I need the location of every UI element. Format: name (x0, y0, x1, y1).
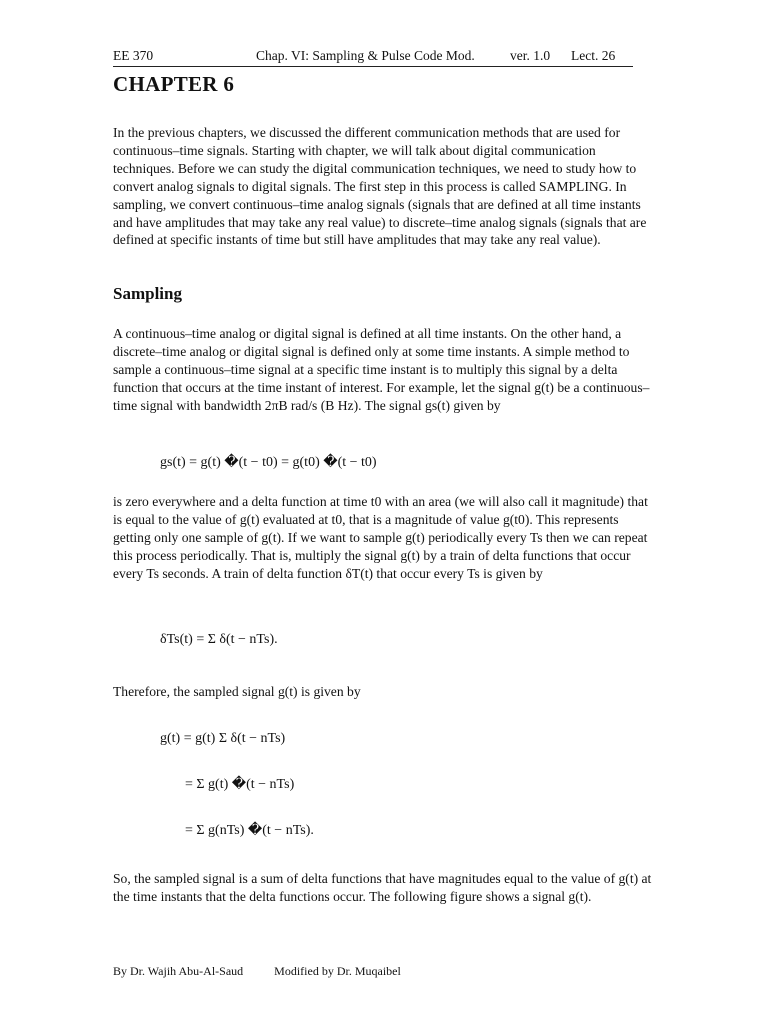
sampling-paragraph: A continuous–time analog or digital signal is defined at all time instants. On the other hand, a discrete–time analog or digital signal is defined only at some time instants. A simple method to sample a continuous–time signal at a specific time instant is to multiply this signal by a delta function that occurs at the time instant of interest. For example, let the signal g(t) be a continuous–time signal with bandwidth 2πB rad/s (B Hz). The signal gs(t) given by (113, 326, 650, 413)
footer-author: By Dr. Wajih Abu-Al-Saud (113, 964, 244, 978)
page-header (113, 48, 633, 67)
section-title: Sampling (113, 284, 182, 303)
header-version: ver. 1.0 (510, 48, 551, 63)
footer-modified: Modified by Dr. Muqaibel (274, 964, 401, 978)
header-title: Chap. VI: Sampling & Pulse Code Mod. (256, 48, 475, 63)
delta-paragraph: is zero everywhere and a delta function at time t0 with an area (we will also call it magnitude) that is equal to the value of g(t) evaluated at t0, that is a magnitude of value g(t0). This represents getting only one sample of g(t). If we want to sample g(t) periodically every Ts then we can repeat this process periodically. That is, multiply the signal g(t) by a train of delta functions that occur every Ts seconds. A train of delta function δT(t) that occur every Ts is given by (113, 494, 648, 581)
equation-sampled-signal-step3: = Σ g(nTs) �(t − nTs). (185, 823, 314, 838)
page-footer (113, 964, 401, 979)
equation-sampled-signal-step2: = Σ g(t) �(t − nTs) (185, 777, 295, 792)
equation-sampled-single: gs(t) = g(t) �(t − t0) = g(t0) �(t − t0) (160, 455, 377, 470)
intro-paragraph: In the previous chapters, we discussed the different communication methods that are used for continuous–time signals. Starting with chapter, we will talk about digital communication techniques. Before we can study the digital communication techniques, we need to study how to convert analog signals to digital signals. The first step in this process is called SAMPLING. In sampling, we convert continuous–time analog signals (signals that are defined at all time instants and have amplitudes that may take any real value) to discrete–time analog signals (signals that are defined at specific instants of time but still have amplitudes that may take any real value). (113, 125, 647, 248)
header-course: EE 370 (113, 48, 154, 63)
equation-sampled-signal: g(t) = g(t) Σ δ(t − nTs) (160, 731, 286, 746)
equation-delta-train: δTs(t) = Σ δ(t − nTs). (160, 632, 278, 647)
chapter-title: CHAPTER 6 (113, 72, 235, 96)
summary-paragraph: So, the sampled signal is a sum of delta functions that have magnitudes equal to the value of g(t) at the time instants that the delta functions occur. The following figure shows a signal g(t). (113, 871, 652, 904)
therefore-paragraph: Therefore, the sampled signal g(t) is given by (113, 684, 361, 699)
header-lecture: Lect. 26 (571, 48, 616, 63)
